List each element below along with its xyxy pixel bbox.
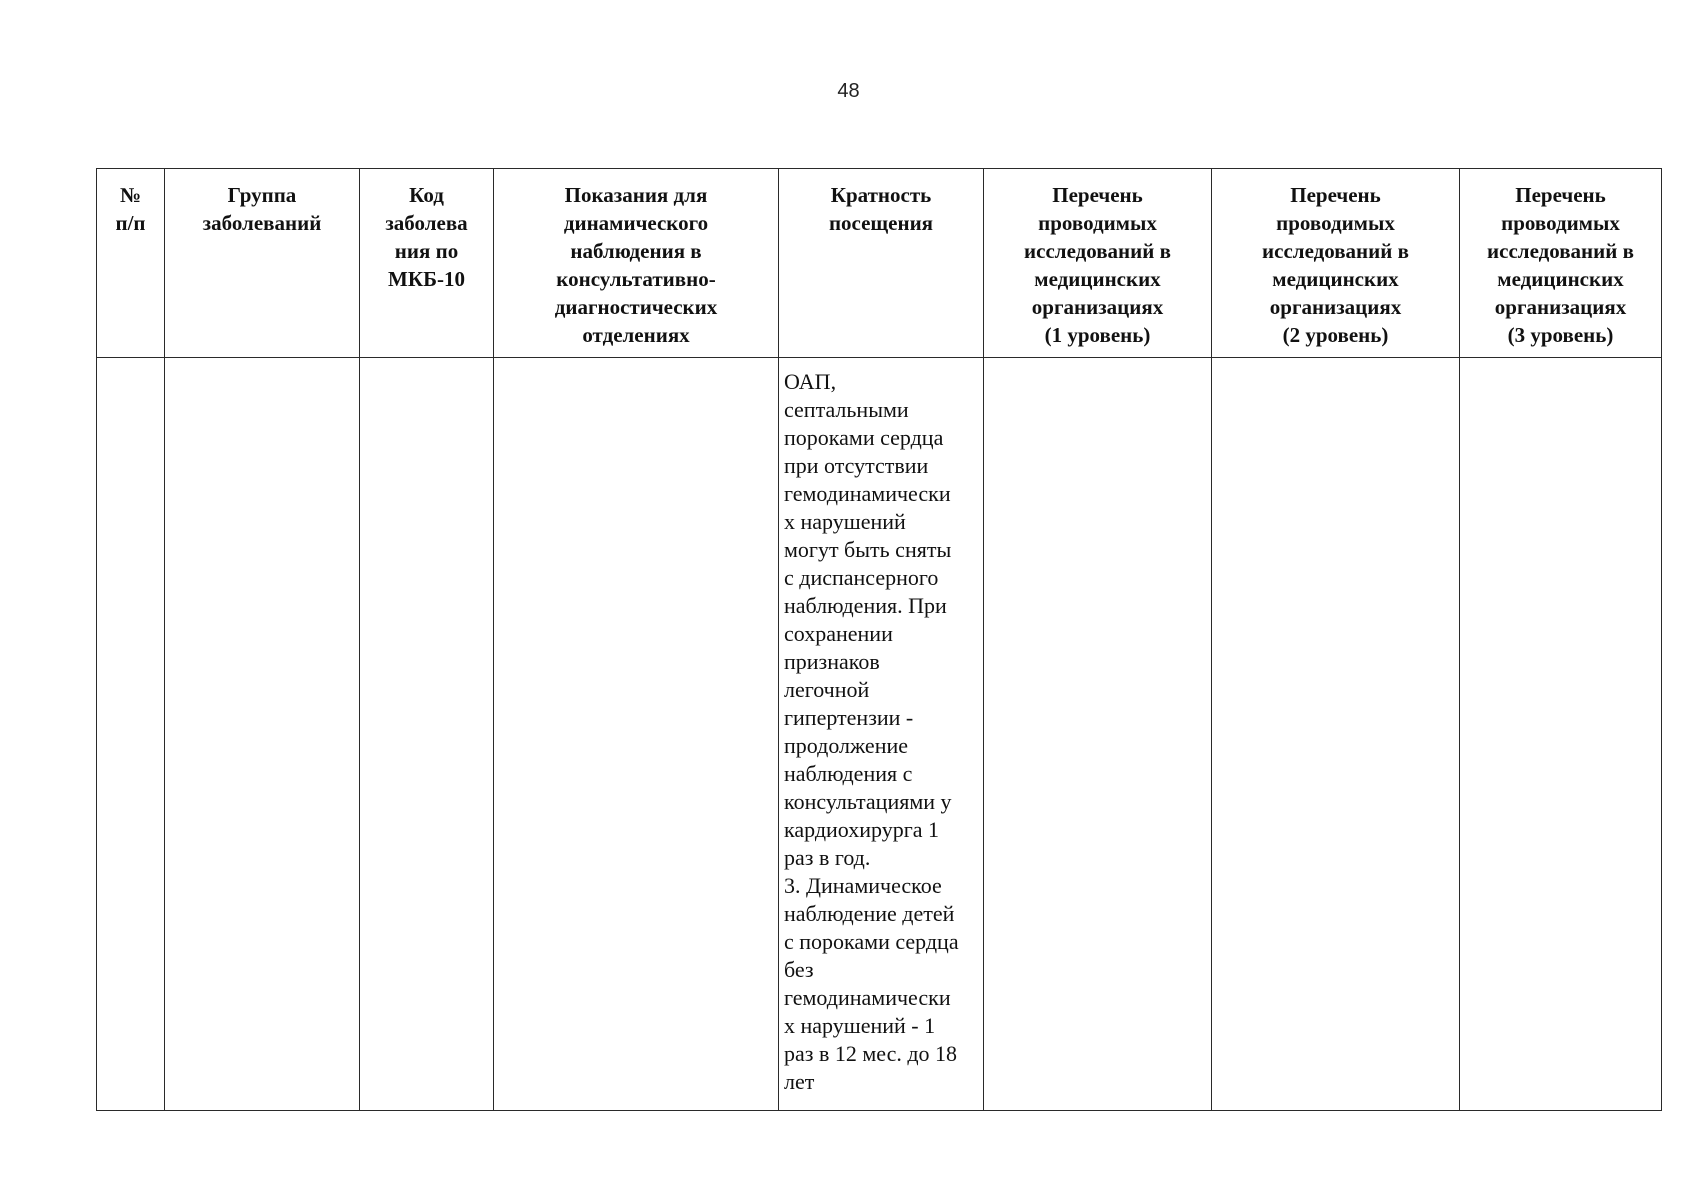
cell-visit-frequency: ОАП, септальными пороками сердца при отсутствии гемодинамически х нарушений могут быть сняты с диспансерного наблюдения. При сохранении признаков легочной гипертензии - продолжение наблюдения с консультациями у кардиохирурга 1 раз в год. 3. Динамическое наблюдение детей с пороками сердца без гемодинамически х нарушений - 1 раз в 12 мес. до 18 лет — [779, 358, 984, 1111]
header-studies-level-1: Перечень проводимых исследований в медицинских организациях (1 уровень) — [984, 169, 1212, 358]
cell-studies-level-1 — [984, 358, 1212, 1111]
header-disease-group: Группа заболеваний — [165, 169, 360, 358]
table-row — [97, 358, 1662, 1111]
header-indications: Показания для динамического наблюдения в консультативно- диагностических отделениях — [494, 169, 779, 358]
cell-icd10-code — [360, 358, 494, 1111]
cell-indications — [494, 358, 779, 1111]
header-studies-level-3: Перечень проводимых исследований в медицинских организациях (3 уровень) — [1460, 169, 1662, 358]
header-studies-level-2: Перечень проводимых исследований в медицинских организациях (2 уровень) — [1212, 169, 1460, 358]
cell-studies-level-2 — [1212, 358, 1460, 1111]
header-row-number: № п/п — [97, 169, 165, 358]
cell-studies-level-3 — [1460, 358, 1662, 1111]
table-header-row — [97, 169, 1662, 358]
header-icd10-code: Код заболева ния по МКБ-10 — [360, 169, 494, 358]
cell-disease-group — [165, 358, 360, 1111]
dispensary-observation-table — [96, 168, 1662, 1111]
page-number: 48 — [837, 80, 860, 102]
header-visit-frequency: Кратность посещения — [779, 169, 984, 358]
cell-row-number — [97, 358, 165, 1111]
